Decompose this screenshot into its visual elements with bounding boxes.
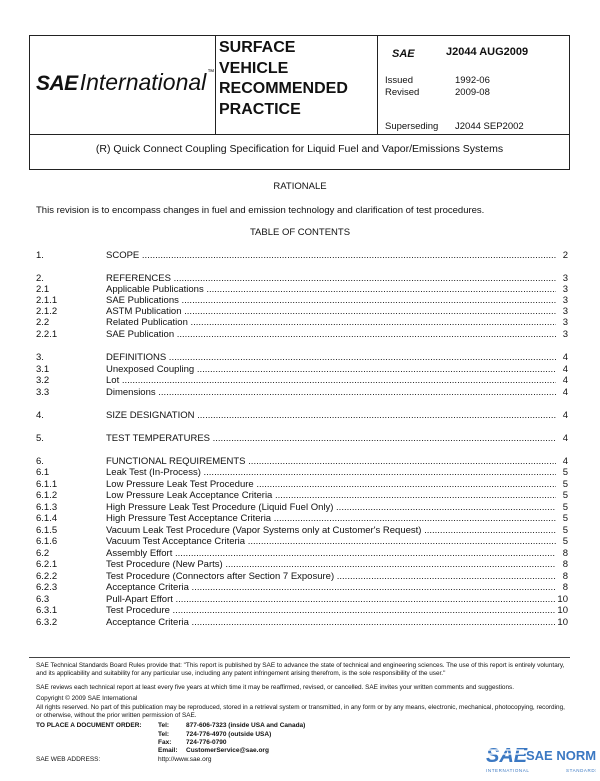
watermark-norm: SAE NORM [526, 748, 596, 763]
toc-entry[interactable] [36, 273, 568, 284]
small-sae-logo: SAE [392, 48, 415, 60]
toc-number: 4. [36, 410, 44, 421]
email-label: Email: [158, 747, 178, 754]
toc-page: 10 [557, 617, 568, 628]
toc-number: 3. [36, 352, 44, 363]
toc-label: High Pressure Leak Test Procedure (Liquid Fuel Only) ..... [106, 502, 556, 513]
logo-trademark: ™ [207, 69, 215, 76]
toc-label: REFERENCES ..... [106, 273, 556, 284]
toc-label: FUNCTIONAL REQUIREMENTS ..... [106, 456, 556, 467]
watermark-sae: SAE [486, 745, 528, 767]
toc-entry[interactable] [36, 364, 568, 375]
toc-entry[interactable] [36, 306, 568, 317]
email-value[interactable]: CustomerService@sae.org [186, 747, 269, 754]
toc-page: 4 [562, 410, 568, 421]
toc-entry[interactable] [36, 387, 568, 398]
toc-label: Test Procedure (Connectors after Section 7 Exposure) ..... [106, 571, 556, 582]
toc-label: SAE Publication ..... [106, 329, 556, 340]
toc-page: 8 [562, 571, 568, 582]
doc-type-line: RECOMMENDED [219, 80, 348, 97]
toc-number: 1. [36, 250, 44, 261]
toc-number: 3.3 [36, 387, 50, 398]
toc-page: 3 [562, 306, 568, 317]
toc-label: SAE Publications ..... [106, 295, 556, 306]
toc-number: 5. [36, 433, 44, 444]
toc-entry[interactable] [36, 329, 568, 340]
toc-number: 6.1.2 [36, 490, 58, 501]
fax-label: Fax: [158, 739, 172, 746]
toc-page: 5 [562, 467, 568, 478]
toc-label: SCOPE ..... [106, 250, 556, 261]
toc-entry[interactable] [36, 490, 568, 501]
toc-label: Low Pressure Leak Acceptance Criteria ..... [106, 490, 556, 501]
toc-page: 10 [557, 594, 568, 605]
toc-page: 4 [562, 433, 568, 444]
toc-number: 6.1.3 [36, 502, 58, 513]
toc-page: 3 [562, 317, 568, 328]
toc-page: 4 [562, 456, 568, 467]
toc-number: 6.2.2 [36, 571, 58, 582]
toc-number: 6.2.3 [36, 582, 58, 593]
toc-entry[interactable] [36, 410, 568, 421]
toc-label: High Pressure Test Acceptance Criteria ..... [106, 513, 556, 524]
doc-type-line: VEHICLE [219, 59, 289, 77]
sae-international-logo [36, 69, 214, 96]
toc-number: 6.3.1 [36, 605, 58, 616]
toc-page: 4 [562, 364, 568, 375]
web-value[interactable]: http://www.sae.org [158, 756, 212, 763]
toc-page: 10 [557, 605, 568, 616]
tel-value: 877-606-7323 (inside USA and Canada) [186, 722, 306, 729]
watermark-standards: STANDARDS [566, 768, 596, 773]
toc-label: Unexposed Coupling ..... [106, 364, 556, 375]
toc-page: 5 [562, 536, 568, 547]
toc-page: 3 [562, 295, 568, 306]
rationale-heading: RATIONALE [273, 181, 327, 192]
toc-entry[interactable] [36, 605, 568, 616]
toc-label: DEFINITIONS ..... [106, 352, 556, 363]
superseding-value: J2044 SEP2002 [455, 121, 524, 132]
toc-entry[interactable] [36, 513, 568, 524]
toc-label: Test Procedure (New Parts) ..... [106, 559, 556, 570]
toc-number: 2. [36, 273, 44, 284]
web-label: SAE WEB ADDRESS: [36, 756, 101, 763]
toc-label: Acceptance Criteria ..... [106, 617, 556, 628]
toc-label: Pull-Apart Effort ..... [106, 594, 556, 605]
toc-entry[interactable] [36, 536, 568, 547]
toc-number: 6.1.4 [36, 513, 58, 524]
toc-page: 5 [562, 479, 568, 490]
footer-review-text: SAE reviews each technical report at least every five years at which time it may be reaffirmed, revised, or cancelled. SAE invites your written comments and suggestions. [36, 684, 514, 691]
toc-page: 8 [562, 582, 568, 593]
footer-rights-text: All rights reserved. No part of this publication may be reproduced, stored in a retrieval system or transmitted, in any form or by any means, electronic, mechanical, photocopying, recording, or otherwise, without the prior written permission of SAE. [36, 704, 565, 720]
toc-label: Leak Test (In-Process) ..... [106, 467, 556, 478]
toc-page: 5 [562, 525, 568, 536]
toc-label: TEST TEMPERATURES ..... [106, 433, 556, 444]
toc-page: 2 [562, 250, 568, 261]
toc-label: Test Procedure ..... [106, 605, 556, 616]
toc-page: 8 [562, 559, 568, 570]
toc-page: 5 [562, 490, 568, 501]
toc-number: 2.1.1 [36, 295, 58, 306]
toc-entry[interactable] [36, 559, 568, 570]
toc-label: Acceptance Criteria ..... [106, 582, 556, 593]
toc-entry[interactable] [36, 582, 568, 593]
toc-label: ASTM Publication ..... [106, 306, 556, 317]
tel2-value: 724-776-4970 (outside USA) [186, 731, 272, 738]
toc-entry[interactable] [36, 467, 568, 478]
toc-label: Related Publication ..... [106, 317, 556, 328]
toc-label: Applicable Publications ..... [106, 284, 556, 295]
sae-norm-watermark [486, 742, 596, 776]
toc-number: 3.1 [36, 364, 50, 375]
toc-entry[interactable] [36, 617, 568, 628]
toc-entry[interactable] [36, 479, 568, 490]
toc-number: 3.2 [36, 375, 50, 386]
superseding-label: Superseding [385, 121, 439, 132]
logo-sae: SAE [36, 72, 78, 95]
doc-type-line: PRACTICE [219, 100, 301, 118]
toc-number: 2.2.1 [36, 329, 58, 340]
toc-page: 5 [562, 502, 568, 513]
toc-entry[interactable] [36, 525, 568, 536]
toc-entry[interactable] [36, 375, 568, 386]
toc-entry[interactable] [36, 433, 568, 444]
toc-entry[interactable] [36, 352, 568, 363]
fax-value: 724-776-0790 [186, 739, 227, 746]
document-number: J2044 AUG2009 [446, 46, 529, 58]
toc-label: Dimensions ..... [106, 387, 556, 398]
toc-page: 3 [562, 284, 568, 295]
document-type [219, 38, 348, 120]
toc-entry[interactable] [36, 502, 568, 513]
toc-number: 2.1.2 [36, 306, 58, 317]
toc-page: 4 [562, 375, 568, 386]
toc-number: 6.2 [36, 548, 50, 559]
toc-heading: TABLE OF CONTENTS [249, 227, 351, 238]
toc-label: Assembly Effort ..... [106, 548, 556, 559]
toc-entry[interactable] [36, 548, 568, 559]
toc-label: Vacuum Test Acceptance Criteria ..... [106, 536, 556, 547]
sae-norm-logo-icon [486, 742, 596, 776]
logo-international: International [79, 69, 207, 95]
toc-label: Vacuum Leak Test Procedure (Vapor Systems only at Customer's Request) ..... [106, 525, 556, 536]
document-title: (R) Quick Connect Coupling Specification for Liquid Fuel and Vapor/Emissions Systems [95, 143, 504, 155]
toc-page: 8 [562, 548, 568, 559]
toc-number: 6.1.1 [36, 479, 58, 490]
tel2-label: Tel: [158, 731, 170, 738]
watermark-international: INTERNATIONAL [486, 768, 530, 773]
toc-entry[interactable] [36, 250, 568, 261]
doc-type-line: SURFACE [219, 39, 296, 56]
issued-value: 1992-06 [455, 75, 490, 86]
toc-number: 6.2.1 [36, 559, 58, 570]
toc-number: 6.3.2 [36, 617, 58, 628]
toc-page: 4 [562, 387, 568, 398]
toc-label: Lot ..... [106, 375, 556, 386]
toc-number: 6.3 [36, 594, 50, 605]
order-label: TO PLACE A DOCUMENT ORDER: [36, 722, 142, 729]
footer-rules-text: SAE Technical Standards Board Rules provide that: "This report is published by SAE to advance the state of technical and engineering sciences. The use of this report is entirely voluntary, and its applicability and suitability for any particular use, including any patent infringement arising therefrom, is the sole responsibility of the user." [36, 662, 565, 678]
toc-number: 6.1 [36, 467, 50, 478]
revised-label: Revised [385, 87, 420, 98]
header-divider [29, 134, 570, 135]
issued-label: Issued [385, 75, 413, 86]
toc-entry[interactable] [36, 284, 568, 295]
footer-copyright: Copyright © 2009 SAE International [36, 695, 138, 702]
toc-page: 4 [562, 352, 568, 363]
toc-entry[interactable] [36, 571, 568, 582]
rationale-text: This revision is to encompass changes in fuel and emission technology and clarification of test procedures. [36, 205, 485, 216]
toc-entry[interactable] [36, 594, 568, 605]
toc-number: 6. [36, 456, 44, 467]
toc-label: SIZE DESIGNATION ..... [106, 410, 556, 421]
toc-entry[interactable] [36, 317, 568, 328]
revised-value: 2009-08 [455, 87, 490, 98]
footer-rule [29, 657, 570, 658]
toc-page: 3 [562, 329, 568, 340]
toc-number: 6.1.5 [36, 525, 58, 536]
toc-number: 2.1 [36, 284, 50, 295]
toc-page: 3 [562, 273, 568, 284]
toc-number: 2.2 [36, 317, 50, 328]
header-divider [215, 35, 216, 134]
header-divider [377, 35, 378, 134]
toc-number: 6.1.6 [36, 536, 58, 547]
tel-label: Tel: [158, 722, 170, 729]
toc-page: 5 [562, 513, 568, 524]
toc-label: Low Pressure Leak Test Procedure ..... [106, 479, 556, 490]
toc-entry[interactable] [36, 456, 568, 467]
toc-entry[interactable] [36, 295, 568, 306]
